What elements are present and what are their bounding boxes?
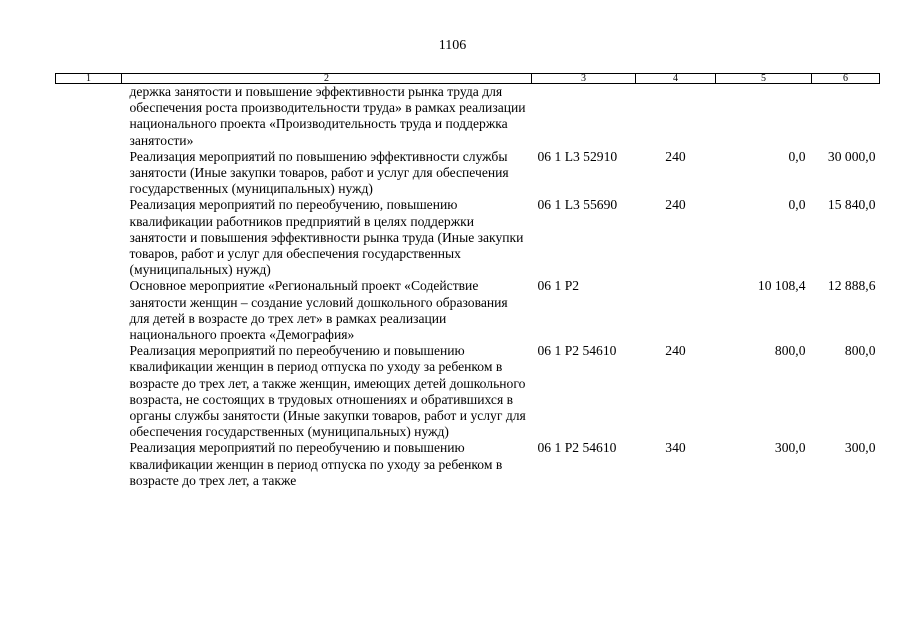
row-value-5: 10 108,4 <box>757 278 806 294</box>
table-row <box>56 343 880 440</box>
row-vr: 240 <box>665 343 686 359</box>
table-row <box>56 84 880 149</box>
row-value-5 <box>716 84 812 149</box>
row-vr: 240 <box>665 197 686 213</box>
row-code: 06 1 P2 54610 <box>537 440 617 456</box>
row-vr: 240 <box>665 148 686 164</box>
column-header-2: 2 <box>122 74 532 84</box>
row-code <box>532 84 636 149</box>
row-value-6: 300,0 <box>844 440 876 456</box>
row-value-5: 800,0 <box>774 343 806 359</box>
row-value-5: 0,0 <box>788 197 806 213</box>
table-row <box>56 149 880 198</box>
row-name: Реализация мероприятий по переобучению, повышению квалификации работников предприятий в целях поддержки занятости и повышения эффективности рынка труда (Иные закупки товаров, работ и услуг для обеспечения государственных (муниципальных) нужд) <box>129 197 524 278</box>
row-code: 06 1 P2 54610 <box>537 343 617 359</box>
row-vr: 340 <box>665 440 686 456</box>
column-header-1: 1 <box>56 74 122 84</box>
table-row <box>56 278 880 343</box>
row-value-6: 800,0 <box>844 343 876 359</box>
row-value-5: 300,0 <box>774 440 806 456</box>
row-name: Реализация мероприятий по переобучению и повышению квалификации женщин в период отпуска по уходу за ребенком в возрасте до трех лет, а также женщин, имеющих детей дошкольного возраста, не состоящих в трудовых отношениях и обратившихся в органы службы занятости (Иные закупки товаров, работ и услуг для обеспечения государственных (муниципальных) нужд) <box>129 343 526 440</box>
row-name: Реализация мероприятий по переобучению и повышению квалификации женщин в период отпуска по уходу за ребенком в возрасте до трех лет, а также <box>129 440 503 488</box>
row-value-6: 30 000,0 <box>827 148 876 164</box>
column-header-4: 4 <box>636 74 716 84</box>
row-name: Основное мероприятие «Региональный проект «Содействие занятости женщин – создание условий дошкольного образования для детей в возрасте до трех лет» в рамках реализации национального проекта «Демография» <box>129 278 508 343</box>
table-header <box>56 74 880 84</box>
table-body <box>56 84 880 490</box>
page-number: 1106 <box>438 38 467 53</box>
row-vr <box>636 278 716 343</box>
row-value-5: 0,0 <box>788 148 806 164</box>
column-header-5: 5 <box>716 74 812 84</box>
row-vr <box>636 84 716 149</box>
row-code: 06 1 L3 55690 <box>537 197 618 213</box>
budget-table <box>55 73 880 489</box>
row-code: 06 1 L3 52910 <box>537 148 618 164</box>
row-value-6 <box>812 84 880 149</box>
row-value-6: 12 888,6 <box>827 278 876 294</box>
row-name: Реализация мероприятий по повышению эффективности службы занятости (Иные закупки товаров, работ и услуг для обеспечения государственных (муниципальных) нужд) <box>129 148 509 197</box>
row-code: 06 1 P2 <box>537 278 580 294</box>
table-row <box>56 197 880 278</box>
row-value-6: 15 840,0 <box>827 197 876 213</box>
column-header-3: 3 <box>532 74 636 84</box>
header-row <box>56 74 880 84</box>
column-header-6: 6 <box>812 74 880 84</box>
row-name: держка занятости и повышение эффективности рынка труда для обеспечения роста производительности труда» в рамках реализации национального проекта «Производительность труда и поддержка занятости» <box>129 84 526 148</box>
table-row <box>56 440 880 489</box>
